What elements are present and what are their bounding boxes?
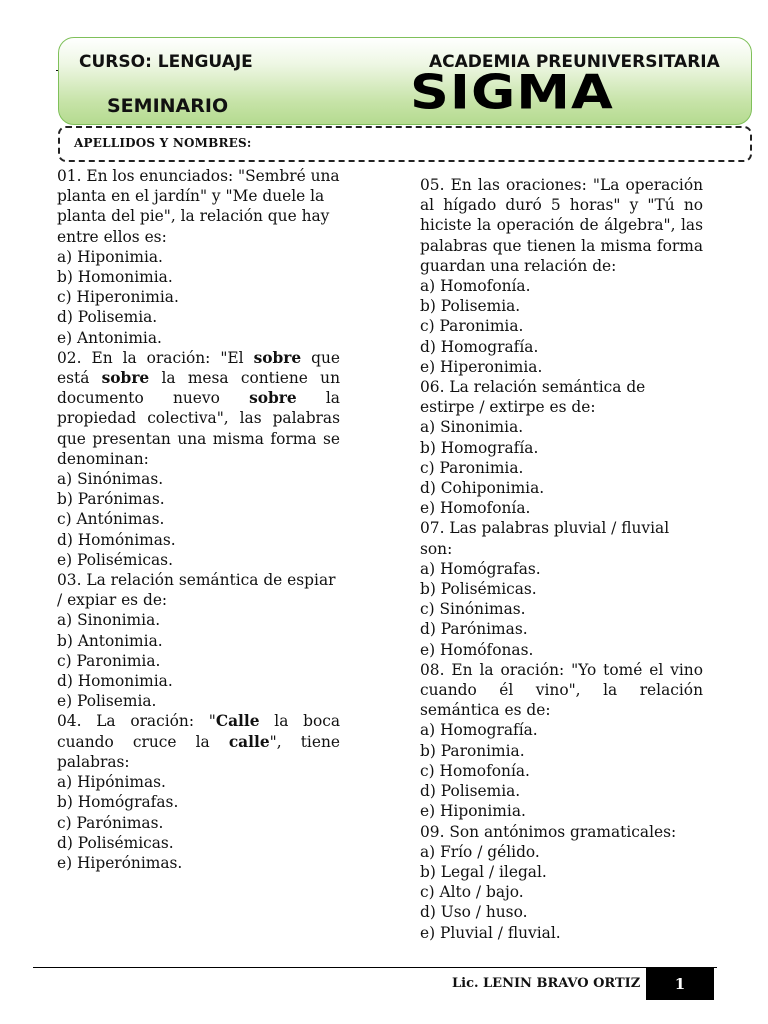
option-b: b) Homonimia.	[57, 268, 173, 287]
emphasis-word: sobre	[101, 369, 150, 388]
question-stem: 02. En la oración: "El sobre que está sobre la mesa contiene un documento nuevo sobre la propiedad colectiva", las palabras que presentan una misma forma se denominan:	[57, 348, 341, 468]
question-01	[57, 166, 340, 348]
option-c: c) Homofonía.	[420, 761, 530, 780]
footer-divider	[33, 967, 717, 968]
option-d: d) Uso / huso.	[420, 903, 528, 922]
option-c: c) Hiperonimia.	[57, 288, 179, 307]
right-column	[420, 175, 703, 943]
question-stem: 09. Son antónimos gramaticales:	[420, 822, 677, 841]
option-e: e) Homofonía.	[420, 499, 531, 518]
option-c: c) Alto / bajo.	[420, 883, 524, 902]
option-b: b) Polisemia.	[420, 297, 521, 316]
option-e: e) Pluvial / fluvial.	[420, 923, 561, 942]
option-b: b) Legal / ilegal.	[420, 862, 547, 881]
left-column	[57, 166, 340, 873]
option-b: b) Homografía.	[420, 438, 539, 457]
header-banner	[58, 37, 752, 125]
student-name-label: APELLIDOS Y NOMBRES:	[74, 136, 252, 150]
option-d: d) Cohiponimia.	[420, 479, 545, 498]
question-stem: 03. La relación semántica de espiar / expiar es de:	[57, 571, 336, 610]
option-a: a) Hipónimas.	[57, 773, 166, 792]
question-08	[420, 660, 703, 822]
question-04	[57, 711, 340, 873]
option-d: d) Homónimas.	[57, 530, 176, 549]
question-stem: 01. En los enunciados: "Sembré una planta en el jardín" y "Me duele la planta del pie", la relación que hay entre ellos es:	[57, 167, 340, 246]
option-d: d) Homografía.	[420, 337, 539, 356]
option-e: e) Homófonas.	[420, 640, 534, 659]
academy-name: ACADEMIA PREUNIVERSITARIA	[429, 52, 720, 72]
option-c: c) Paronimia.	[57, 651, 161, 670]
option-a: a) Homografía.	[420, 721, 538, 740]
option-c: c) Paronimia.	[420, 317, 524, 336]
question-stem: 04. La oración: "Calle la boca cuando cruce la calle", tiene palabras:	[57, 712, 340, 771]
option-a: a) Sinonimia.	[420, 418, 524, 437]
course-title: CURSO: LENGUAJE	[79, 52, 253, 72]
option-a: a) Sinonimia.	[57, 611, 161, 630]
option-e: e) Hiperónimas.	[57, 853, 183, 872]
page-number-box	[646, 968, 714, 1000]
option-a: a) Frío / gélido.	[420, 842, 540, 861]
option-c: c) Parónimas.	[57, 813, 164, 832]
option-d: d) Polisémicas.	[57, 833, 174, 852]
option-e: e) Polisemia.	[57, 692, 157, 711]
option-b: b) Polisémicas.	[420, 580, 537, 599]
question-09	[420, 822, 703, 943]
question-stem: 05. En las oraciones: "La operación al hígado duró 5 horas" y "Tú no hiciste la operación de álgebra", las palabras que tienen la misma forma guardan una relación de:	[420, 176, 703, 275]
option-c: c) Paronimia.	[420, 458, 524, 477]
option-e: e) Hiperonimia.	[420, 357, 543, 376]
seminar-title: SEMINARIO	[107, 95, 229, 117]
option-a: a) Homógrafas.	[420, 559, 541, 578]
question-stem: 06. La relación semántica de estirpe / extirpe es de:	[420, 378, 646, 417]
option-a: a) Hiponimia.	[57, 247, 163, 266]
option-b: b) Antonimia.	[57, 631, 163, 650]
page-number: 1	[674, 975, 686, 993]
question-02	[57, 348, 340, 570]
emphasis-word: sobre	[253, 348, 302, 367]
question-07	[420, 518, 703, 659]
emphasis-word: Calle	[215, 712, 260, 731]
option-b: b) Paronimia.	[420, 741, 525, 760]
option-e: e) Hiponimia.	[420, 802, 526, 821]
option-b: b) Homógrafas.	[57, 793, 179, 812]
option-a: a) Sinónimas.	[57, 470, 164, 489]
question-stem: 08. En la oración: "Yo tomé el vino cuando él vino", la relación semántica es de:	[420, 660, 703, 720]
question-03	[57, 570, 340, 711]
option-c: c) Sinónimas.	[420, 600, 526, 619]
question-stem: 07. Las palabras pluvial / fluvial son:	[420, 519, 670, 558]
student-name-field	[58, 126, 752, 162]
footer-author: Lic. LENIN BRAVO ORTIZ	[452, 976, 641, 991]
emphasis-word: calle	[228, 732, 270, 751]
option-d: d) Polisemia.	[57, 308, 158, 327]
question-06	[420, 377, 703, 518]
option-b: b) Parónimas.	[57, 490, 165, 509]
emphasis-word: sobre	[249, 389, 297, 408]
option-e: e) Polisémicas.	[57, 550, 173, 569]
brand-logo: SIGMA	[410, 64, 614, 121]
option-e: e) Antonimia.	[57, 328, 162, 347]
option-d: d) Polisemia.	[420, 782, 521, 801]
question-05	[420, 175, 703, 377]
option-d: d) Homonimia.	[57, 672, 173, 691]
option-d: d) Parónimas.	[420, 620, 528, 639]
option-c: c) Antónimas.	[57, 510, 165, 529]
option-a: a) Homofonía.	[420, 277, 531, 296]
